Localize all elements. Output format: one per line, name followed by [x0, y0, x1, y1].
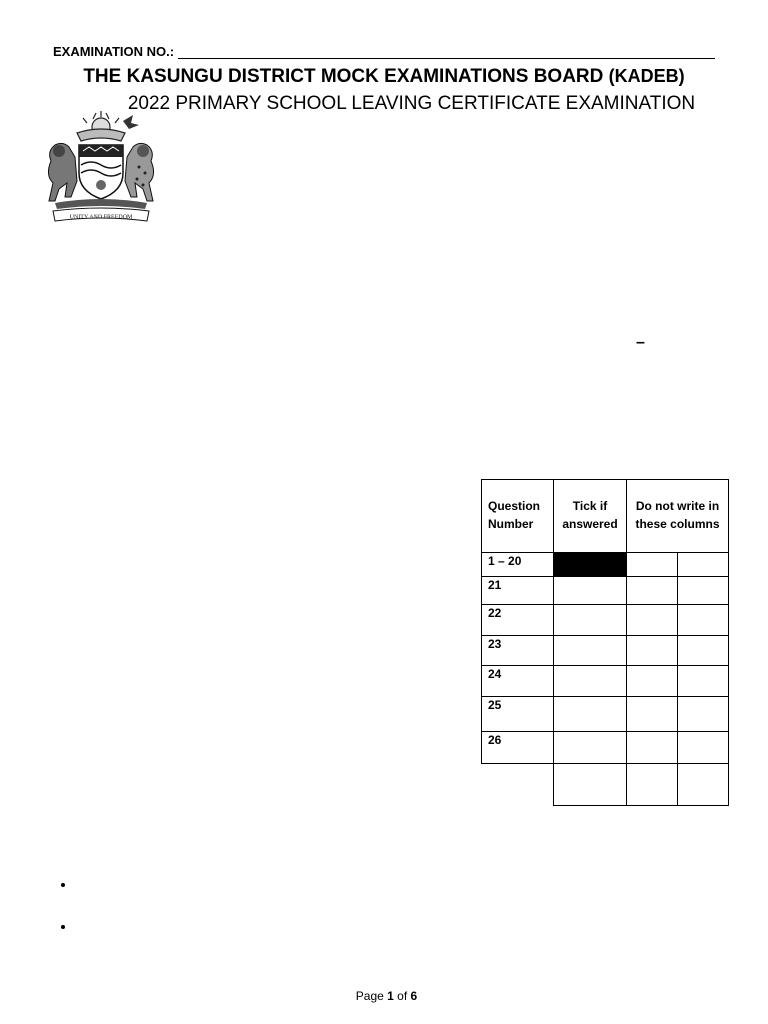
examiner-cell	[678, 666, 729, 697]
examiner-cell	[627, 636, 678, 666]
examiner-cell	[627, 666, 678, 697]
total-row	[482, 764, 729, 806]
header-tick-line2: answered	[562, 517, 618, 531]
question-number-cell: 21	[482, 577, 554, 605]
page-label: Page	[355, 989, 384, 1003]
tick-cell[interactable]	[554, 666, 627, 697]
total-tick-cell	[554, 764, 627, 806]
page-footer	[0, 989, 768, 1003]
examiner-cell	[678, 553, 729, 577]
total-row-spacer	[482, 764, 554, 806]
question-number-cell: 1 – 20	[482, 553, 554, 577]
examiner-cell	[627, 697, 678, 732]
header-tick-if-answered	[554, 480, 627, 553]
total-examiner-cell	[678, 764, 729, 806]
question-number-cell: 24	[482, 666, 554, 697]
question-number-cell: 23	[482, 636, 554, 666]
examiner-cell	[678, 636, 729, 666]
header-examiner-line1: Do not write in	[635, 499, 720, 513]
header-tick-line1: Tick if	[572, 499, 608, 513]
crest-motto: UNITY AND FREEDOM	[69, 214, 133, 221]
examiner-cell	[627, 732, 678, 764]
table-row	[482, 636, 729, 666]
table-row	[482, 577, 729, 605]
examiner-cell	[627, 605, 678, 636]
dash-mark: –	[636, 334, 645, 351]
examination-number-field	[53, 44, 715, 59]
document-title	[0, 66, 768, 88]
title-text: THE KASUNGU DISTRICT MOCK EXAMINATIONS BOARD	[83, 66, 604, 87]
table-row	[482, 697, 729, 732]
bullet-list	[56, 876, 76, 960]
page-total: 6	[410, 989, 418, 1003]
examiner-cell	[627, 553, 678, 577]
header-question-line1: Question	[488, 499, 541, 513]
header-question-number	[482, 480, 554, 553]
question-number-cell: 26	[482, 732, 554, 764]
table-header-row	[482, 480, 729, 553]
total-examiner-cell	[627, 764, 678, 806]
tick-cell[interactable]	[554, 697, 627, 732]
table-row	[482, 553, 729, 577]
examiner-cell	[678, 605, 729, 636]
title-abbreviation: (KADEB)	[608, 66, 685, 86]
tick-cell-shaded	[554, 553, 627, 577]
header-examiner-columns	[627, 480, 729, 553]
header-examiner-line2: these columns	[635, 517, 720, 531]
examiner-cell	[678, 697, 729, 732]
tick-cell[interactable]	[554, 605, 627, 636]
table-row	[482, 605, 729, 636]
examination-number-line	[178, 44, 715, 59]
examiner-cell	[627, 577, 678, 605]
question-number-cell: 22	[482, 605, 554, 636]
tick-cell[interactable]	[554, 636, 627, 666]
examiner-cell	[678, 577, 729, 605]
answer-tick-table	[481, 479, 729, 806]
header-question-line2: Number	[488, 517, 534, 531]
tick-cell[interactable]	[554, 577, 627, 605]
document-subtitle: 2022 PRIMARY SCHOOL LEAVING CERTIFICATE EXAMINATION	[127, 93, 696, 114]
coat-of-arms-icon	[41, 111, 161, 227]
examination-number-label: EXAMINATION NO.:	[53, 44, 175, 59]
question-number-cell: 25	[482, 697, 554, 732]
examiner-cell	[678, 732, 729, 764]
page-current: 1	[387, 989, 394, 1003]
table-row	[482, 666, 729, 697]
page-of: of	[397, 989, 408, 1003]
tick-cell[interactable]	[554, 732, 627, 764]
table-row	[482, 732, 729, 764]
